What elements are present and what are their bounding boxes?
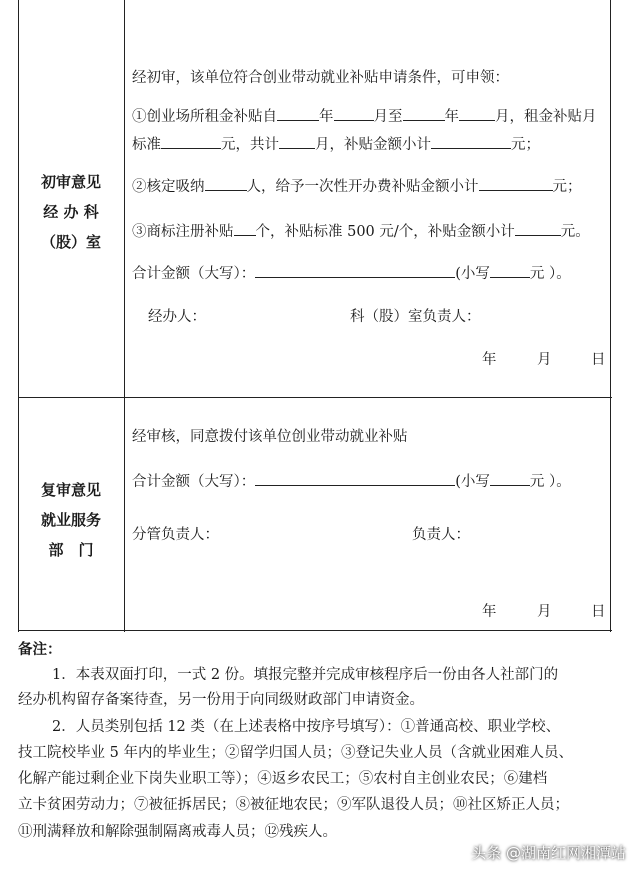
blank-field[interactable] [515,221,561,236]
label-line: 初审意见 [40,173,101,191]
blank-field[interactable] [431,134,511,149]
date-month: 月 [537,352,552,368]
trademark-subsidy-line [132,221,590,242]
blank-field[interactable] [277,106,319,121]
deputy-chief-label: 分管负责人： [132,527,219,543]
initial-review-label [18,167,124,257]
text: 元，共计 [221,137,279,153]
text: 年 [444,109,459,125]
text: 月，租金补贴月 [495,109,597,125]
date-day: 日 [591,604,606,620]
note-line: 化解产能过剩企业下岗失业职工等）；④返乡农民工；⑤农村自主创业农民；⑥建档 [18,771,548,787]
table-divider [124,0,125,632]
rent-subsidy-line [132,106,597,127]
text: 人，给予一次性开办费补贴金额小计 [246,179,479,195]
text: 标准 [132,137,161,153]
text: 月至 [373,109,403,125]
text: 合计金额（大写）： [132,266,256,282]
rent-subsidy-line-2 [132,134,540,155]
text: 个，补贴标准 500 元/个，补贴金额小计 [255,224,515,240]
blank-field[interactable] [255,263,455,278]
initial-total-line [132,263,571,284]
note-line: 经办机构留存备案待查，另一份用于向同级财政部门申请资金。 [18,692,424,708]
label-line: 经 办 科 [43,203,99,221]
review-table [18,0,612,632]
text: ②核定吸纳 [132,179,205,195]
section-chief-label: 科（股）室负责人： [350,309,481,325]
blank-field[interactable] [479,176,553,191]
blank-field[interactable] [279,134,315,149]
label-line: 就业服务 [40,511,101,529]
table-border-bottom [18,630,612,631]
notes-title: 备注： [18,641,62,658]
final-total-line [132,471,571,492]
row-separator [18,397,612,398]
note-line: 1．本表双面打印，一式 2 份。填报完整并完成审核程序后一份由各人社部门的 [52,667,559,683]
text: 合计金额（大写）： [132,474,256,490]
date-month: 月 [537,604,552,620]
date-year: 年 [482,604,497,620]
watermark: 头条 @湖南红网湘潭站 [471,844,626,862]
blank-field[interactable] [403,106,445,121]
text: 元 ）。 [529,266,571,282]
text: 元。 [560,224,590,240]
blank-field[interactable] [459,106,495,121]
blank-field[interactable] [490,471,530,486]
text: 年 [319,109,334,125]
text: ③商标注册补贴 [132,224,234,240]
text: ①创业场所租金补贴自 [132,109,277,125]
text: (小写 [455,474,490,490]
note-line: 技工院校毕业 5 年内的毕业生；②留学归国人员；③登记失业人员（含就业困难人员、 [18,745,573,761]
blank-field[interactable] [255,471,455,486]
final-review-label [18,475,124,565]
date-day: 日 [591,352,606,368]
label-line: （股）室 [40,233,101,251]
text: 元； [511,137,540,153]
blank-field[interactable] [334,106,374,121]
final-intro: 经审核，同意拨付该单位创业带动就业补贴 [132,429,408,445]
blank-field[interactable] [161,134,221,149]
blank-field[interactable] [205,176,247,191]
chief-label: 负责人： [412,527,470,543]
handler-label: 经办人： [148,309,206,325]
text: 元； [552,179,582,195]
table-border-right [610,0,611,632]
blank-field[interactable] [234,221,256,236]
blank-field[interactable] [490,263,530,278]
date-year: 年 [482,352,497,368]
note-line: 立卡贫困劳动力；⑦被征拆居民；⑧被征地农民；⑨军队退役人员；⑩社区矫正人员； [18,797,569,813]
text: 元 ）。 [529,474,571,490]
note-line: 2．人员类别包括 12 类（在上述表格中按序号填写）：①普通高校、职业学校、 [52,719,561,735]
hiring-subsidy-line [132,176,582,197]
label-line: 复审意见 [40,481,101,499]
label-line: 部 门 [48,541,94,559]
note-line: ⑪刑满释放和解除强制隔离戒毒人员；⑫残疾人。 [18,824,337,840]
initial-intro: 经初审，该单位符合创业带动就业补贴申请条件，可申领： [132,70,509,86]
text: (小写 [455,266,490,282]
text: 月，补贴金额小计 [315,137,431,153]
